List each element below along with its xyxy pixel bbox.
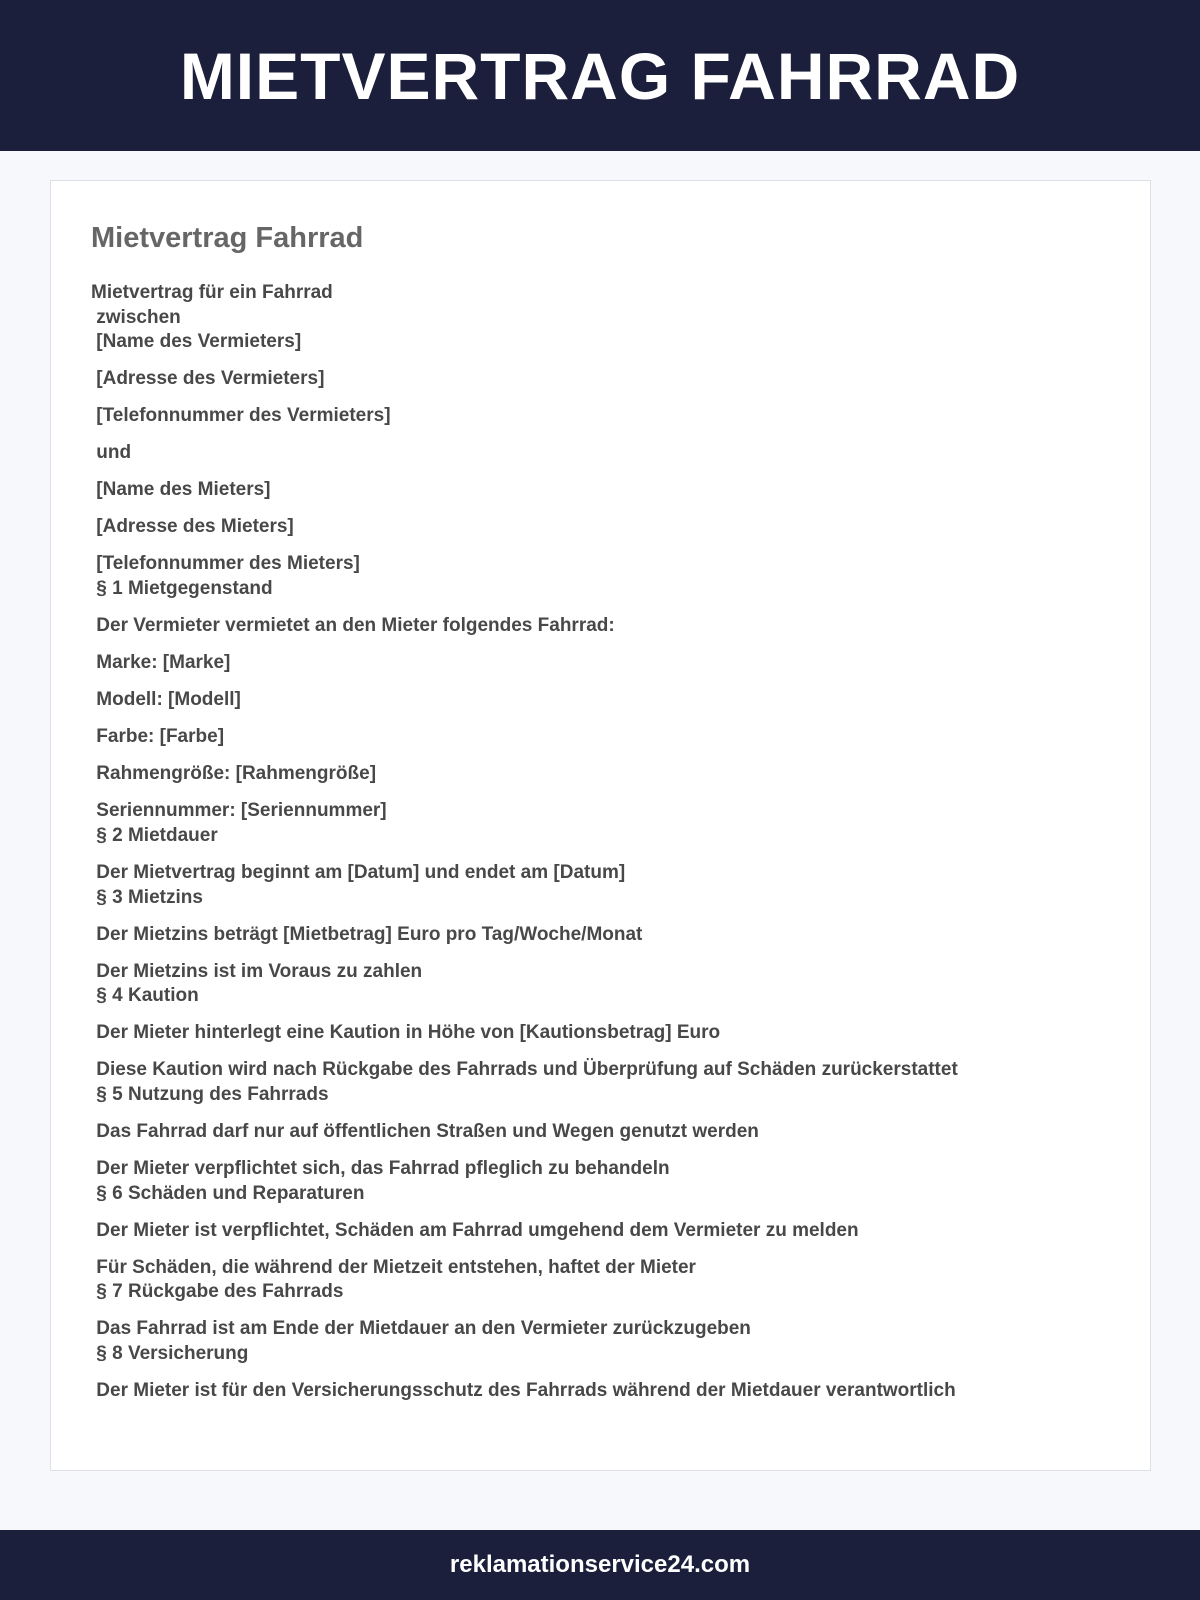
footer-site-link[interactable]: reklamationservice24.com [449, 1551, 751, 1578]
document-line: [Telefonnummer des Mieters] [91, 553, 360, 575]
document-line: und [91, 442, 132, 464]
document-line: Marke: [Marke] [91, 652, 231, 674]
document-line: Der Mieter hinterlegt eine Kaution in Höhe von [Kautionsbetrag] Euro [91, 1022, 721, 1044]
document-line: Farbe: [Farbe] [91, 726, 225, 748]
document-body [91, 281, 1121, 1404]
document-line: Der Mieter ist verpflichtet, Schäden am Fahrrad umgehend dem Vermieter zu melden [91, 1219, 859, 1241]
document-line: Der Mietzins ist im Voraus zu zahlen [91, 960, 423, 982]
document-line: [Adresse des Mieters] [91, 516, 294, 538]
document-line: [Name des Vermieters] [91, 331, 302, 353]
document-line: zwischen [91, 306, 181, 328]
document-line: [Telefonnummer des Vermieters] [91, 405, 391, 427]
section-heading: § 3 Mietzins [91, 886, 203, 908]
document-line: Rahmengröße: [Rahmengröße] [91, 763, 377, 785]
document-line: Der Mieter verpflichtet sich, das Fahrrad pfleglich zu behandeln [91, 1157, 670, 1179]
section-heading: § 4 Kaution [91, 985, 199, 1007]
document-line: Der Mieter ist für den Versicherungsschutz des Fahrrads während der Mietdauer verantwortlich [91, 1380, 956, 1402]
document-line: Der Mietvertrag beginnt am [Datum] und endet am [Datum] [91, 861, 626, 883]
section-heading: § 1 Mietgegenstand [91, 578, 273, 600]
document-line: [Adresse des Vermieters] [91, 368, 325, 390]
section-heading: § 8 Versicherung [91, 1343, 249, 1365]
document-line: Diese Kaution wird nach Rückgabe des Fahrrads und Überprüfung auf Schäden zurückerstattet [91, 1059, 958, 1081]
document-line: Der Mietzins beträgt [Mietbetrag] Euro pro Tag/Woche/Monat [91, 923, 643, 945]
document-line: Für Schäden, die während der Mietzeit entstehen, haftet der Mieter [91, 1256, 696, 1278]
document-line: Modell: [Modell] [91, 689, 241, 711]
document-line: Das Fahrrad darf nur auf öffentlichen Straßen und Wegen genutzt werden [91, 1120, 759, 1142]
page-title: MIETVERTRAG FAHRRAD [179, 38, 1021, 113]
document-line: Das Fahrrad ist am Ende der Mietdauer an den Vermieter zurückzugeben [91, 1318, 751, 1340]
document-title: Mietvertrag Fahrrad [91, 222, 364, 254]
document-line: Der Vermieter vermietet an den Mieter folgendes Fahrrad: [91, 615, 615, 637]
document-card [50, 180, 1151, 1471]
document-line: Seriennummer: [Seriennummer] [91, 800, 387, 822]
section-heading: § 2 Mietdauer [91, 824, 218, 846]
section-heading: § 5 Nutzung des Fahrrads [91, 1083, 329, 1105]
page-header [0, 0, 1200, 151]
document-line: [Name des Mieters] [91, 479, 271, 501]
document-line: Mietvertrag für ein Fahrrad [91, 282, 333, 303]
section-heading: § 7 Rückgabe des Fahrrads [91, 1281, 344, 1303]
section-heading: § 6 Schäden und Reparaturen [91, 1182, 365, 1204]
page-footer [0, 1530, 1200, 1600]
